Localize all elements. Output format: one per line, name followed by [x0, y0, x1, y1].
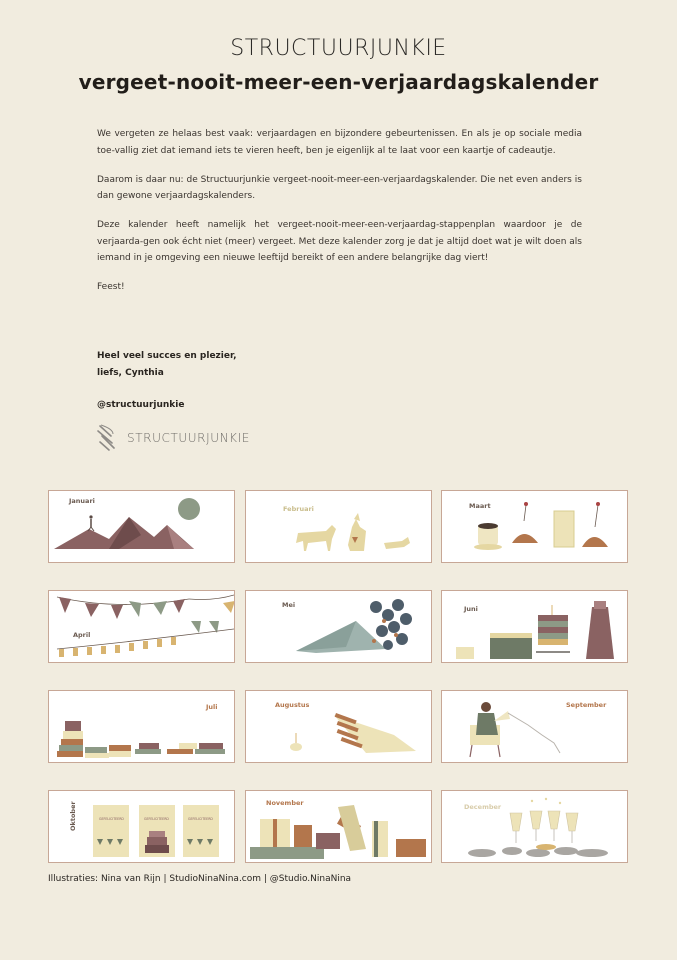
month-card-maart	[441, 490, 628, 563]
intro-paragraph: Daarom is daar nu: de Structuurjunkie vergeet-nooit-meer-een-verjaardagskalender. Die net even anders is dan gewone verjaardagskalenders.	[97, 174, 582, 201]
month-card-december	[441, 790, 628, 863]
month-card-juni	[441, 590, 628, 663]
card-caption: GEFELICITEERD	[188, 817, 213, 821]
s-monogram-icon	[97, 424, 117, 452]
month-card-april	[48, 590, 235, 663]
champagne-illustration	[442, 791, 628, 863]
social-handle: @structuurjunkie	[97, 400, 185, 410]
page-title: vergeet-nooit-meer-een-verjaardagskalender	[78, 70, 599, 94]
bunting-illustration	[49, 591, 235, 663]
month-label: Januari	[69, 497, 95, 505]
month-card-augustus	[245, 690, 432, 763]
month-label: April	[73, 631, 91, 639]
month-card-september	[441, 690, 628, 763]
logo-text: STRUCTUURJUNKIE	[127, 431, 250, 445]
signature-line: Heel veel succes en plezier,	[97, 351, 237, 361]
month-label: Februari	[283, 505, 314, 513]
month-card-mei	[245, 590, 432, 663]
month-label: Augustus	[275, 701, 310, 709]
cakes-illustration	[442, 591, 628, 663]
books-illustration	[49, 691, 235, 763]
month-label: Juni	[464, 605, 478, 613]
month-label: September	[566, 701, 607, 709]
month-card-januari	[48, 490, 235, 563]
intro-paragraph: Deze kalender heeft namelijk het vergeet-nooit-meer-een-verjaardag-stappenplan waardoor je de verjaarda-gen ook écht niet (meer) vergeet. Met deze kalender zorg je dat je altijd doet wat je wilt doen als iemand in je omgeving een nieuwe leeftijd bereikt of een andere belangrijke dag viert!	[97, 220, 582, 263]
month-label: Mei	[282, 601, 296, 609]
logo	[97, 424, 250, 452]
month-card-november	[245, 790, 432, 863]
month-card-oktober	[48, 790, 235, 863]
flowers-illustration	[246, 591, 432, 663]
intro-paragraph: We vergeten ze helaas best vaak: verjaardagen en bijzondere gebeurtenissen. En als je op sociale media toe-vallig ziet dat iemand iets te vieren heeft, ben je eigenlijk al te laat voor een kaartje of cadeautje.	[97, 129, 582, 156]
month-label: Oktober	[69, 801, 77, 831]
signature	[97, 348, 237, 381]
illustration-credits: Illustraties: Nina van Rijn | StudioNinaNina.com | @Studio.NinaNina	[48, 874, 352, 884]
signature-line: liefs, Cynthia	[97, 367, 164, 378]
month-card-februari	[245, 490, 432, 563]
card-caption: GEFELICITEERD	[99, 817, 124, 821]
month-card-juli	[48, 690, 235, 763]
intro-text	[97, 126, 582, 308]
month-label: November	[266, 799, 304, 807]
animals-illustration	[246, 491, 432, 563]
month-label: Juli	[206, 703, 218, 711]
month-label: December	[464, 803, 502, 811]
intro-paragraph: Feest!	[97, 282, 125, 292]
card-caption: GEFELICITEERD	[144, 817, 169, 821]
month-label: Maart	[469, 502, 491, 510]
icecream-illustration	[246, 691, 432, 763]
brand-name: STRUCTUURJUNKIE	[230, 36, 447, 61]
